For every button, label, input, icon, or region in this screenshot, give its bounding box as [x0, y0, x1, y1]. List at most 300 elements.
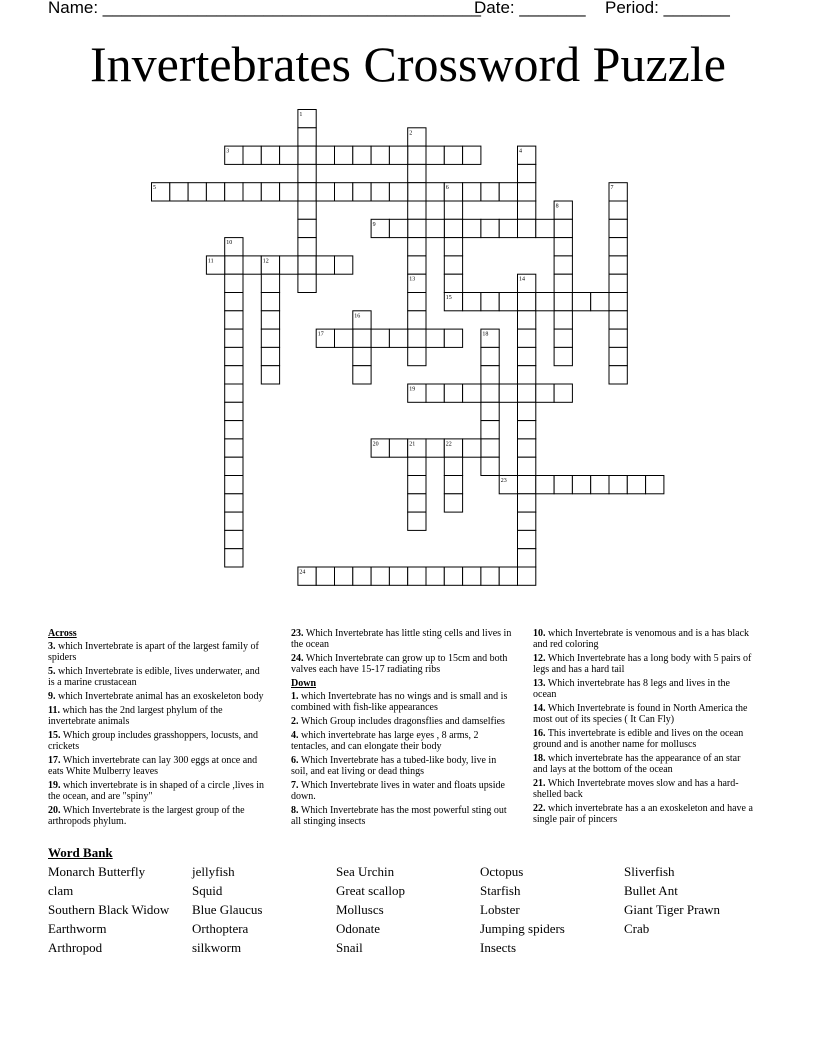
grid-cell[interactable] [408, 183, 426, 201]
across-heading: Across [48, 628, 77, 639]
word-bank-item: jellyfish [192, 864, 235, 879]
grid-cell[interactable] [481, 219, 499, 237]
grid-cell[interactable] [316, 183, 334, 201]
grid-cell[interactable] [444, 238, 462, 256]
page-title: Invertebrates Crossword Puzzle [90, 36, 726, 92]
grid-cell[interactable] [335, 146, 353, 164]
grid-cell[interactable] [554, 347, 572, 365]
grid-cell[interactable] [225, 293, 243, 311]
down-clue-10 [533, 628, 755, 650]
grid-cell[interactable] [261, 329, 279, 347]
grid-cell[interactable] [499, 384, 517, 402]
clue-text: which invertebrate has a an exoskeleton and have a single pair of pincers [533, 803, 753, 825]
grid-clue-number: 17 [317, 331, 324, 338]
down-clue-7 [291, 780, 513, 802]
clue-number: 22. [533, 803, 546, 814]
word-bank-item: Sliverfish [624, 864, 675, 879]
grid-cell[interactable] [371, 146, 389, 164]
grid-cell[interactable] [444, 274, 462, 292]
grid-cell[interactable] [280, 256, 298, 274]
word-bank-item: Squid [192, 883, 223, 898]
grid-cell[interactable] [609, 311, 627, 329]
grid-cell[interactable] [518, 512, 536, 530]
grid-clue-number: 22 [445, 441, 452, 448]
grid-cell[interactable] [408, 311, 426, 329]
grid-cell[interactable] [499, 567, 517, 585]
grid-cell[interactable] [408, 494, 426, 512]
grid-cell[interactable] [316, 567, 334, 585]
grid-cell[interactable] [591, 293, 609, 311]
clue-number: 7. [291, 780, 299, 791]
clue-number: 15. [48, 730, 61, 741]
grid-cell[interactable] [609, 219, 627, 237]
grid-cell[interactable] [518, 421, 536, 439]
grid-cell[interactable] [518, 494, 536, 512]
grid-cell[interactable] [481, 347, 499, 365]
grid-cell[interactable] [225, 530, 243, 548]
grid-cell[interactable] [225, 311, 243, 329]
grid-cell[interactable] [389, 439, 407, 457]
grid-cell[interactable] [225, 512, 243, 530]
grid-clue-number: 19 [409, 386, 416, 393]
grid-cell[interactable] [518, 402, 536, 420]
grid-cell[interactable] [280, 146, 298, 164]
grid-cell[interactable] [225, 402, 243, 420]
down-clue-18 [533, 753, 755, 775]
clue-column-1 [48, 628, 268, 830]
grid-cell[interactable] [408, 201, 426, 219]
word-bank-column [624, 864, 768, 940]
grid-clue-number: 18 [482, 331, 489, 338]
grid-clue-number: 3 [226, 148, 230, 155]
clue-number: 18. [533, 753, 546, 764]
clue-number: 23. [291, 628, 304, 639]
grid-cell[interactable] [225, 439, 243, 457]
grid-cell[interactable] [225, 366, 243, 384]
clue-text: which invertebrate is in shaped of a circle ,lives in the ocean, and are "spiny" [48, 780, 265, 802]
grid-cell[interactable] [298, 256, 316, 274]
grid-cell[interactable] [481, 402, 499, 420]
grid-cell[interactable] [408, 219, 426, 237]
grid-cell[interactable] [243, 146, 261, 164]
grid-cell[interactable] [408, 293, 426, 311]
grid-cell[interactable] [518, 549, 536, 567]
grid-cell[interactable] [554, 238, 572, 256]
word-bank-item: Crab [624, 921, 650, 936]
grid-cell[interactable] [225, 274, 243, 292]
grid-cell[interactable] [261, 183, 279, 201]
grid-cell[interactable] [646, 476, 664, 494]
grid-cell[interactable] [444, 494, 462, 512]
grid-cell[interactable] [536, 293, 554, 311]
grid-cell[interactable] [408, 512, 426, 530]
clue-text: which Invertebrate is edible, lives underwater, and is a marine crustacean [48, 666, 260, 688]
clue-text: Which Invertebrate is the largest group of the arthropods phylum. [48, 805, 245, 827]
clue-text: Which Invertebrate has little sting cells and lives in the ocean [291, 628, 512, 650]
grid-clue-number: 24 [299, 569, 306, 576]
grid-clue-number: 4 [519, 148, 522, 155]
grid-cell[interactable] [408, 457, 426, 475]
word-bank-item: Sea Urchin [336, 864, 395, 879]
grid-cell[interactable] [280, 183, 298, 201]
clue-number: 2. [291, 716, 299, 727]
grid-clue-number: 7 [610, 185, 614, 192]
across-clue-3 [48, 641, 268, 663]
clue-text: which Invertebrate is venomous and is a has black and red coloring [533, 628, 750, 650]
grid-cell[interactable] [353, 347, 371, 365]
grid-cell[interactable] [481, 183, 499, 201]
clue-number: 1. [291, 691, 299, 702]
grid-cell[interactable] [389, 567, 407, 585]
clue-number: 5. [48, 666, 56, 677]
grid-clue-number: 20 [372, 441, 379, 448]
clue-number: 24. [291, 653, 304, 664]
grid-cell[interactable] [225, 347, 243, 365]
grid-cell[interactable] [609, 347, 627, 365]
clue-number: 6. [291, 755, 299, 766]
across-clue-19 [48, 780, 268, 802]
grid-clue-number: 10 [226, 240, 233, 247]
clue-number: 19. [48, 780, 61, 791]
grid-clue-number: 2 [409, 130, 413, 137]
down-clue-14 [533, 703, 755, 725]
clue-number: 16. [533, 728, 546, 739]
grid-cell[interactable] [353, 567, 371, 585]
grid-cell[interactable] [298, 238, 316, 256]
grid-cell[interactable] [426, 219, 444, 237]
across-clue-9 [48, 691, 268, 702]
down-clue-22 [533, 803, 755, 825]
down-clue-13 [533, 678, 755, 700]
grid-cell[interactable] [225, 457, 243, 475]
name-field[interactable]: Name: ________________________________________ [48, 0, 481, 17]
grid-cell[interactable] [225, 329, 243, 347]
grid-clue-number: 11 [207, 258, 214, 265]
grid-cell[interactable] [554, 293, 572, 311]
grid-cell[interactable] [426, 384, 444, 402]
grid-cell[interactable] [591, 476, 609, 494]
grid-cell[interactable] [518, 183, 536, 201]
grid-cell[interactable] [261, 146, 279, 164]
grid-cell[interactable] [389, 219, 407, 237]
down-clue-4 [291, 730, 513, 752]
grid-cell[interactable] [518, 329, 536, 347]
grid-cell[interactable] [536, 384, 554, 402]
grid-cell[interactable] [463, 384, 481, 402]
grid-cell[interactable] [481, 439, 499, 457]
grid-cell[interactable] [609, 238, 627, 256]
grid-cell[interactable] [316, 256, 334, 274]
across-clue-23 [291, 628, 513, 650]
grid-cell[interactable] [426, 329, 444, 347]
grid-cell[interactable] [298, 128, 316, 146]
grid-cell[interactable] [261, 274, 279, 292]
grid-clue-number: 21 [409, 441, 416, 448]
grid-clue-number: 16 [354, 313, 361, 320]
clue-number: 8. [291, 805, 299, 816]
across-clue-5 [48, 666, 268, 688]
clue-text: which has the 2nd largest phylum of the invertebrate animals [48, 705, 223, 727]
clue-text: Which Group includes dragonsflies and damselfies [298, 716, 505, 727]
down-clue-21 [533, 778, 755, 800]
word-bank-item: Molluscs [336, 902, 384, 917]
clue-text: Which Invertebrate has a tubed-like body, live in soil, and eat living or dead things [291, 755, 497, 777]
grid-cell[interactable] [463, 219, 481, 237]
grid-cell[interactable] [463, 439, 481, 457]
grid-cell[interactable] [298, 183, 316, 201]
word-bank-item: Insects [480, 940, 517, 955]
across-clue-15 [48, 730, 268, 752]
clue-column-2 [291, 628, 513, 830]
grid-cell[interactable] [298, 201, 316, 219]
clue-text: Which Invertebrate has the most powerful sting out all stinging insects [291, 805, 507, 827]
word-bank-item: Blue Glaucus [192, 902, 263, 917]
grid-cell[interactable] [408, 567, 426, 585]
grid-cell[interactable] [536, 219, 554, 237]
grid-cell[interactable] [518, 567, 536, 585]
grid-cell[interactable] [353, 183, 371, 201]
grid-cell[interactable] [225, 421, 243, 439]
word-bank-item: Monarch Butterfly [48, 864, 146, 879]
grid-cell[interactable] [335, 567, 353, 585]
grid-cell[interactable] [499, 293, 517, 311]
date-field[interactable]: Date: _______ [474, 0, 586, 17]
grid-cell[interactable] [444, 256, 462, 274]
word-bank-column [192, 864, 336, 959]
down-clue-6 [291, 755, 513, 777]
grid-cell[interactable] [389, 329, 407, 347]
grid-cell[interactable] [444, 567, 462, 585]
clue-number: 17. [48, 755, 61, 766]
grid-cell[interactable] [316, 146, 334, 164]
grid-cell[interactable] [609, 201, 627, 219]
grid-cell[interactable] [353, 146, 371, 164]
grid-cell[interactable] [518, 439, 536, 457]
grid-cell[interactable] [371, 183, 389, 201]
grid-cell[interactable] [518, 201, 536, 219]
grid-cell[interactable] [518, 384, 536, 402]
grid-cell[interactable] [481, 366, 499, 384]
word-bank-item: Giant Tiger Prawn [624, 902, 721, 917]
grid-cell[interactable] [536, 476, 554, 494]
across-clue-11 [48, 705, 268, 727]
grid-cell[interactable] [518, 476, 536, 494]
clue-text: which invertebrate has large eyes , 8 arms, 2 tentacles, and can elongate their body [291, 730, 479, 752]
grid-clue-number: 8 [555, 203, 559, 210]
grid-cell[interactable] [298, 274, 316, 292]
clue-text: Which Invertebrate has a long body with 5 pairs of legs and has a hard tail [533, 653, 752, 675]
grid-cell[interactable] [609, 366, 627, 384]
grid-cell[interactable] [481, 384, 499, 402]
clue-text: Which Invertebrate can grow up to 15cm and both valves each have 15-17 radiating ribs [291, 653, 508, 675]
grid-cell[interactable] [298, 219, 316, 237]
grid-cell[interactable] [444, 329, 462, 347]
grid-cell[interactable] [609, 329, 627, 347]
grid-cell[interactable] [426, 439, 444, 457]
grid-cell[interactable] [499, 183, 517, 201]
grid-cell[interactable] [261, 311, 279, 329]
grid-cell[interactable] [444, 457, 462, 475]
clue-text: This invertebrate is edible and lives on the ocean ground and is another name for molluscs [533, 728, 744, 750]
word-bank-column [48, 864, 192, 959]
grid-cell[interactable] [426, 183, 444, 201]
grid-cell[interactable] [609, 293, 627, 311]
grid-cell[interactable] [463, 146, 481, 164]
grid-clue-number: 13 [409, 276, 416, 283]
grid-cell[interactable] [261, 293, 279, 311]
grid-cell[interactable] [335, 329, 353, 347]
grid-cell[interactable] [609, 274, 627, 292]
word-bank-item: Great scallop [336, 883, 405, 898]
word-bank-item: Orthoptera [192, 921, 249, 936]
grid-cell[interactable] [225, 476, 243, 494]
word-bank-item: Starfish [480, 883, 521, 898]
across-clue-24 [291, 653, 513, 675]
grid-cell[interactable] [298, 164, 316, 182]
clue-text: Which invertebrate can lay 300 eggs at once and eats White Mulberry leaves [48, 755, 258, 777]
down-clue-12 [533, 653, 755, 675]
grid-cell[interactable] [444, 201, 462, 219]
word-bank-item: Octopus [480, 864, 524, 879]
grid-cell[interactable] [554, 219, 572, 237]
grid-cell[interactable] [243, 183, 261, 201]
down-clue-1 [291, 691, 513, 713]
grid-cell[interactable] [225, 183, 243, 201]
grid-cell[interactable] [518, 347, 536, 365]
grid-cell[interactable] [225, 384, 243, 402]
grid-cell[interactable] [444, 476, 462, 494]
grid-cell[interactable] [554, 384, 572, 402]
word-bank-column [336, 864, 480, 959]
grid-cell[interactable] [609, 476, 627, 494]
grid-cell[interactable] [572, 476, 590, 494]
grid-cell[interactable] [481, 293, 499, 311]
down-clue-8 [291, 805, 513, 827]
word-bank-item: Southern Black Widow [48, 902, 170, 917]
grid-cell[interactable] [463, 293, 481, 311]
grid-cell[interactable] [499, 219, 517, 237]
grid-cell[interactable] [554, 476, 572, 494]
grid-cell[interactable] [261, 347, 279, 365]
grid-clue-number: 9 [372, 221, 376, 228]
grid-cell[interactable] [518, 530, 536, 548]
grid-cell[interactable] [554, 256, 572, 274]
grid-clue-number: 14 [519, 276, 525, 283]
grid-cell[interactable] [225, 494, 243, 512]
clue-text: Which group includes grasshoppers, locusts, and crickets [48, 730, 259, 752]
grid-cell[interactable] [298, 146, 316, 164]
grid-cell[interactable] [609, 256, 627, 274]
clue-number: 12. [533, 653, 546, 664]
grid-cell[interactable] [554, 329, 572, 347]
word-bank-heading: Word Bank [48, 845, 113, 860]
grid-cell[interactable] [408, 476, 426, 494]
grid-cell[interactable] [408, 256, 426, 274]
grid-cell[interactable] [243, 256, 261, 274]
clue-text: which Invertebrate is apart of the largest family of spiders [48, 641, 259, 663]
grid-cell[interactable] [518, 164, 536, 182]
grid-cell[interactable] [518, 311, 536, 329]
grid-cell[interactable] [408, 164, 426, 182]
grid-cell[interactable] [518, 457, 536, 475]
clue-text: which invertebrate has the appearance of an star and lays at the bottom of the ocean [533, 753, 741, 775]
word-bank-item: Bullet Ant [624, 883, 678, 898]
clue-text: Which Invertebrate moves slow and has a hard-shelled back [533, 778, 739, 800]
grid-cell[interactable] [408, 347, 426, 365]
grid-cell[interactable] [518, 293, 536, 311]
clue-text: Which invertebrate has 8 legs and lives in the ocean [533, 678, 730, 700]
grid-cell[interactable] [572, 293, 590, 311]
clue-number: 9. [48, 691, 56, 702]
clue-number: 4. [291, 730, 299, 741]
grid-cell[interactable] [444, 219, 462, 237]
grid-cell[interactable] [335, 256, 353, 274]
clue-column-3 [533, 628, 755, 828]
grid-clue-number: 23 [500, 478, 507, 484]
grid-cell[interactable] [554, 311, 572, 329]
period-field[interactable]: Period: _______ [605, 0, 730, 17]
grid-cell[interactable] [518, 366, 536, 384]
grid-cell[interactable] [389, 146, 407, 164]
word-bank-item: silkworm [192, 940, 242, 955]
clue-number: 10. [533, 628, 546, 639]
grid-cell[interactable] [518, 219, 536, 237]
grid-cell[interactable] [408, 329, 426, 347]
grid-cell[interactable] [188, 183, 206, 201]
grid-cell[interactable] [463, 183, 481, 201]
grid-cell[interactable] [426, 567, 444, 585]
down-clue-16 [533, 728, 755, 750]
clue-number: 21. [533, 778, 546, 789]
grid-cell[interactable] [170, 183, 188, 201]
grid-cell[interactable] [225, 549, 243, 567]
grid-clue-number: 15 [445, 295, 452, 301]
word-bank-item: Jumping spiders [480, 921, 565, 936]
grid-cell[interactable] [627, 476, 645, 494]
grid-clue-number: 5 [153, 185, 156, 192]
grid-cell[interactable] [444, 384, 462, 402]
word-bank-item: Snail [336, 940, 363, 955]
clue-text: which Invertebrate has no wings and is small and is combined with fish-like appearances [291, 691, 508, 713]
across-clue-17 [48, 755, 268, 777]
grid-cell[interactable] [408, 146, 426, 164]
grid-cell[interactable] [225, 256, 243, 274]
grid-cell[interactable] [481, 567, 499, 585]
grid-cell[interactable] [426, 146, 444, 164]
word-bank-item: Earthworm [48, 921, 107, 936]
grid-cell[interactable] [261, 366, 279, 384]
clue-number: 14. [533, 703, 546, 714]
down-heading: Down [291, 678, 317, 689]
grid-cell[interactable] [353, 329, 371, 347]
clue-number: 20. [48, 805, 61, 816]
grid-cell[interactable] [206, 183, 224, 201]
grid-cell[interactable] [335, 183, 353, 201]
grid-cell[interactable] [481, 457, 499, 475]
grid-cell[interactable] [371, 567, 389, 585]
grid-cell[interactable] [371, 329, 389, 347]
grid-cell[interactable] [389, 183, 407, 201]
grid-cell[interactable] [481, 421, 499, 439]
down-clue-2 [291, 716, 513, 727]
grid-cell[interactable] [554, 274, 572, 292]
grid-cell[interactable] [353, 366, 371, 384]
word-bank-item: Arthropod [48, 940, 103, 955]
clue-number: 13. [533, 678, 546, 689]
grid-cell[interactable] [408, 238, 426, 256]
grid-cell[interactable] [463, 567, 481, 585]
grid-cell[interactable] [444, 146, 462, 164]
